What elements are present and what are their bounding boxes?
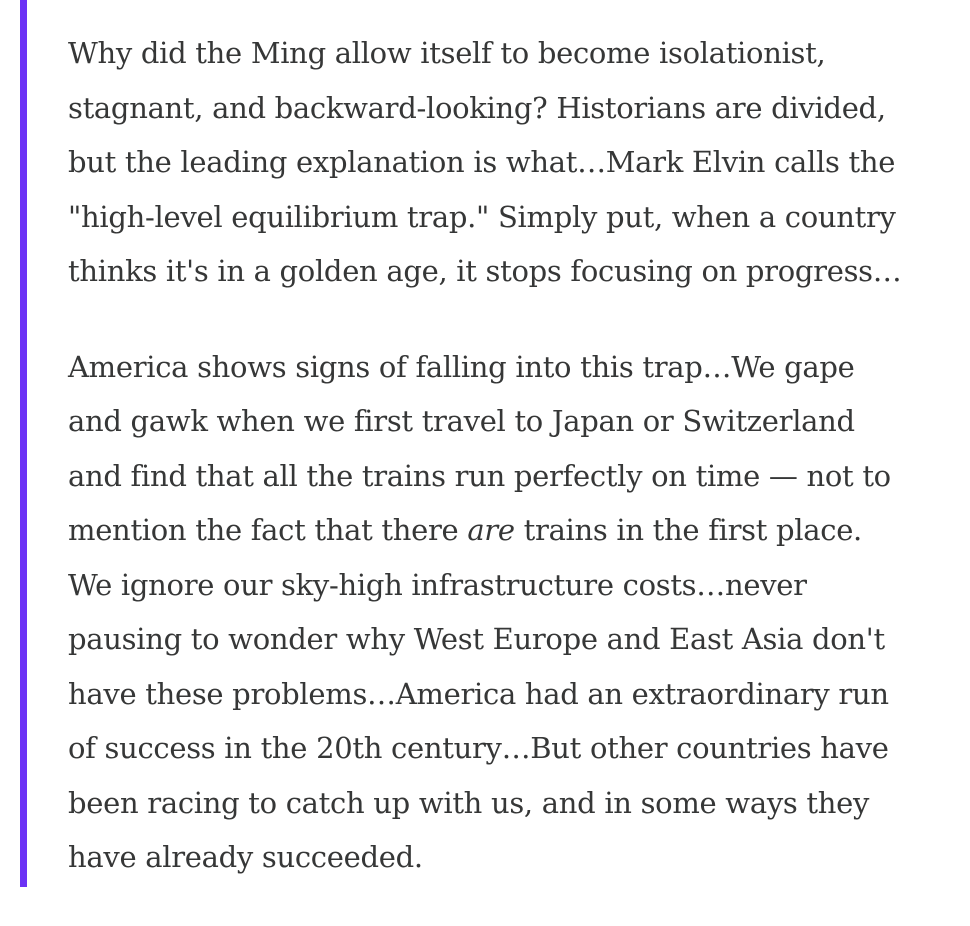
blockquote: [68, 26, 948, 926]
quote-line: and find that all the trains run perfectly on time — not to: [68, 458, 891, 493]
quote-line-with-emphasis: [68, 503, 948, 558]
quote-line-start: mention the fact that there: [68, 513, 468, 547]
quote-line: and gawk when we first travel to Japan or Switzerland: [68, 404, 855, 438]
emphasized-word: are: [467, 513, 515, 547]
quote-line: "high-level equilibrium trap." Simply put, when a country: [68, 199, 896, 234]
quote-line: thinks it's in a golden age, it stops focusing on progress…: [68, 254, 902, 288]
quote-line: Why did the Ming allow itself to become isolationist,: [68, 36, 826, 70]
quote-line: pausing to wonder why West Europe and East Asia don't: [68, 622, 885, 656]
quote-line: have these problems…America had an extraordinary run: [68, 676, 889, 711]
quote-line: been racing to catch up with us, and in some ways they: [68, 785, 870, 820]
quote-line: stagnant, and backward-looking? Historians are divided,: [68, 90, 886, 125]
quote-line: of success in the 20th century…But other countries have: [68, 731, 889, 765]
quote-line: have already succeeded.: [68, 840, 423, 874]
quote-paragraph-2: [68, 340, 948, 885]
quote-paragraph-1: [68, 26, 948, 299]
quote-line-end: trains in the first place.: [514, 513, 862, 547]
quote-line: America shows signs of falling into this trap…We gape: [68, 349, 855, 384]
quote-line: We ignore our sky-high infrastructure costs…never: [68, 567, 807, 602]
blockquote-accent-bar: [20, 0, 27, 887]
quote-line: but the leading explanation is what…Mark Elvin calls the: [68, 145, 896, 179]
